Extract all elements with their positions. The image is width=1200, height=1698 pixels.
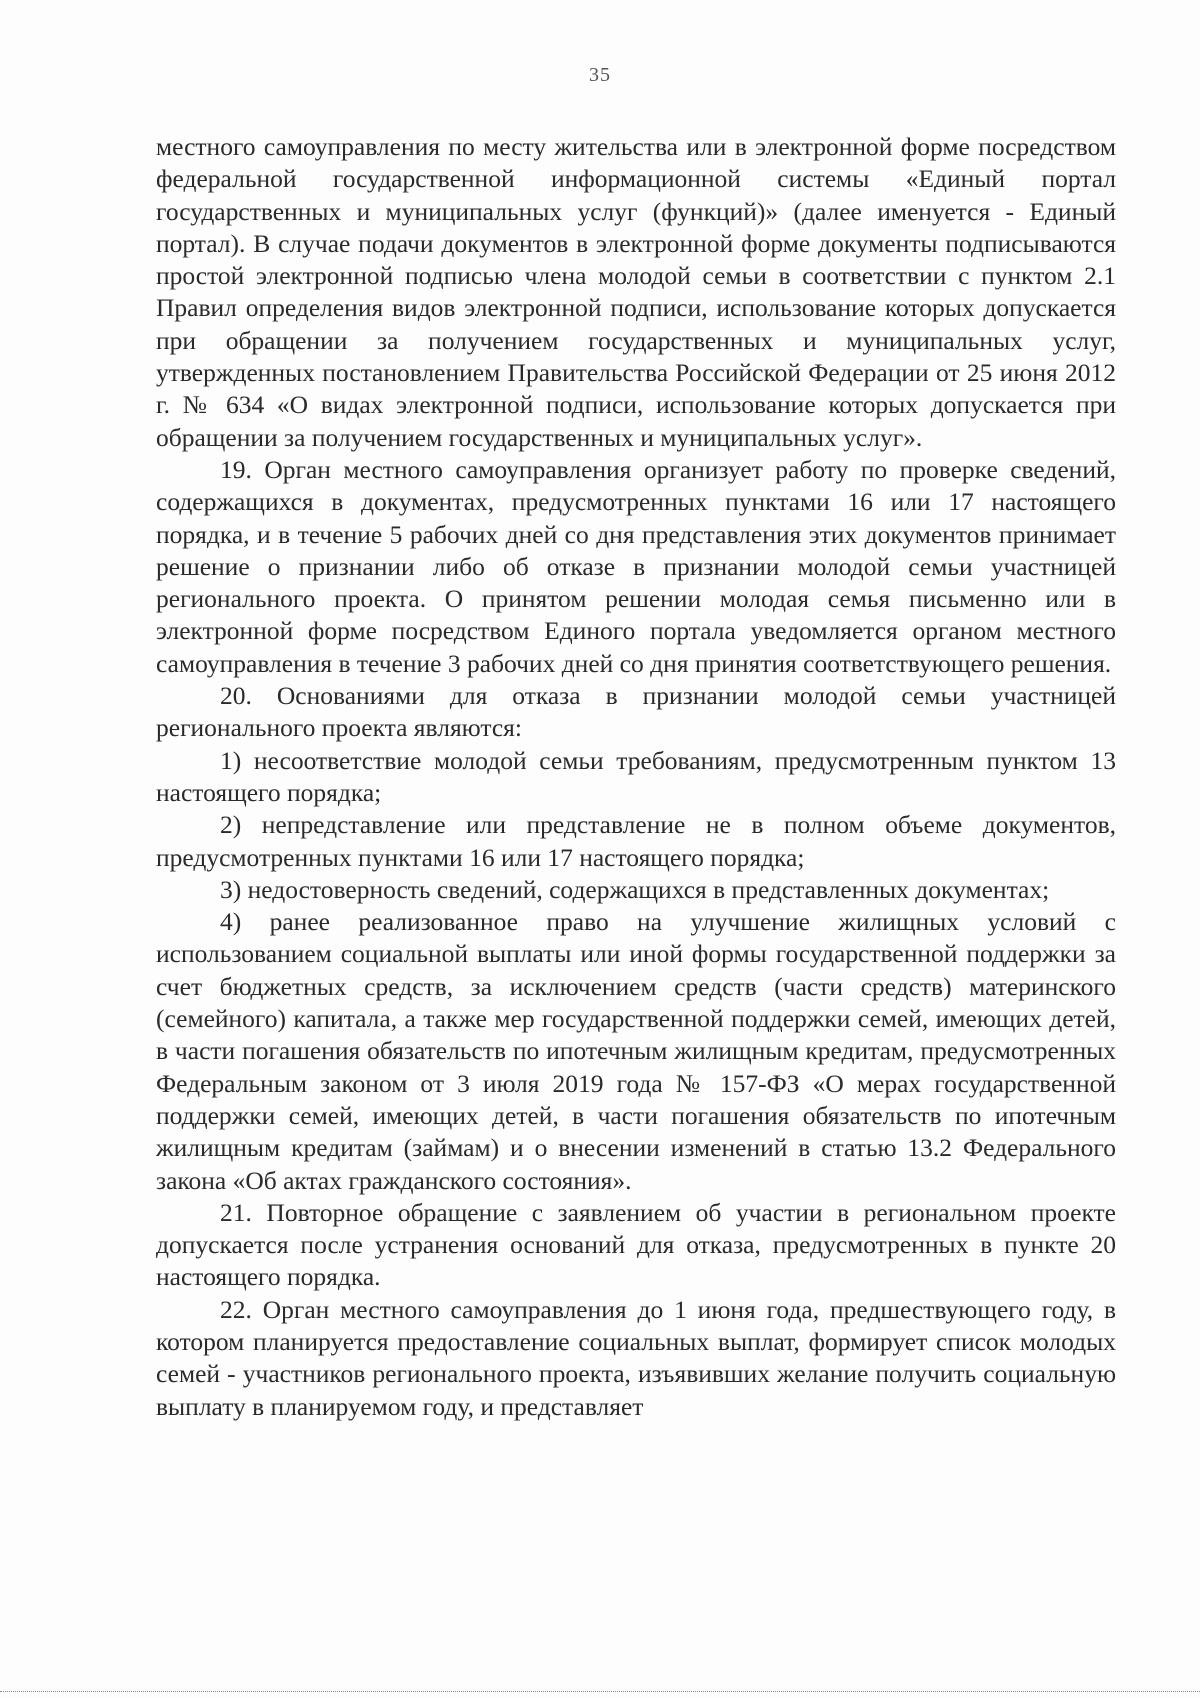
paragraph-subitem-4: 4) ранее реализованное право на улучшение жилищных условий с использованием социальной выплаты или иной формы государственной поддержки за счет бюджетных средств, за исключением средств (части средств) материнского (семейного) капитала, а также мер государственной поддержки семей, имеющих детей, в части погашения обязательств по ипотечным жилищным кредитам, предусмотренных Федеральным законом от 3 июля 2019 года № 157-ФЗ «О мерах государственной поддержки семей, имеющих детей, в части погашения обязательств по ипотечным жилищным кредитам (займам) и о внесении изменений в статью 13.2 Федерального закона «Об актах гражданского состояния». <box>156 907 1116 1195</box>
paragraph-item-21: 21. Повторное обращение с заявлением об участии в региональном проекте допускается после устранения оснований для отказа, предусмотренных в пункте 20 настоящего порядка. <box>156 1197 1116 1292</box>
paragraph-continuation: местного самоуправления по месту жительства или в электронной форме посредством федеральной государственной информационной системы «Единый портал государственных и муниципальных услуг (функций)» (далее именуется - Единый портал). В случае подачи документов в электронной форме документы подписываются простой электронной подписью члена молодой семьи в соответствии с пунктом 2.1 Правил определения видов электронной подписи, использование которых допускается при обращении за получением государственных и муниципальных услуг, утвержденных постановлением Правительства Российской Федерации от 25 июня 2012 г. № 634 «О видах электронной подписи, использование которых допускается при обращении за получением государственных и муниципальных услуг». <box>156 132 1116 452</box>
paragraph-item-19: 19. Орган местного самоуправления организует работу по проверке сведений, содержащихся в документах, предусмотренных пунктами 16 или 17 настоящего порядка, и в течение 5 рабочих дней со дня представления этих документов принимает решение о признании либо об отказе в признании молодой семьи участницей регионального проекта. О принятом решении молодая семья письменно или в электронной форме посредством Единого портала уведомляется органом местного самоуправления в течение 3 рабочих дней со дня принятия соответствующего решения. <box>156 454 1116 678</box>
paragraph-subitem-2: 2) непредставление или представление не в полном объеме документов, предусмотренных пунктами 16 или 17 настоящего порядка; <box>156 810 1116 872</box>
page-number: 35 <box>589 64 611 86</box>
paragraph-item-20: 20. Основаниями для отказа в признании молодой семьи участницей регионального проекта являются: <box>156 681 1116 743</box>
document-body <box>156 131 1116 1423</box>
paragraph-subitem-3: 3) недостоверность сведений, содержащихся в представленных документах; <box>220 874 1050 904</box>
page-bottom-edge <box>0 1691 1200 1692</box>
paragraph-item-22: 22. Орган местного самоуправления до 1 июня года, предшествующего году, в котором планируется предоставление социальных выплат, формирует список молодых семей - участников регионального проекта, изъявивших желание получить социальную выплату в планируемом году, и представляет <box>156 1294 1116 1421</box>
paragraph-subitem-1: 1) несоответствие молодой семьи требованиям, предусмотренным пунктом 13 настоящего порядка; <box>156 745 1116 807</box>
